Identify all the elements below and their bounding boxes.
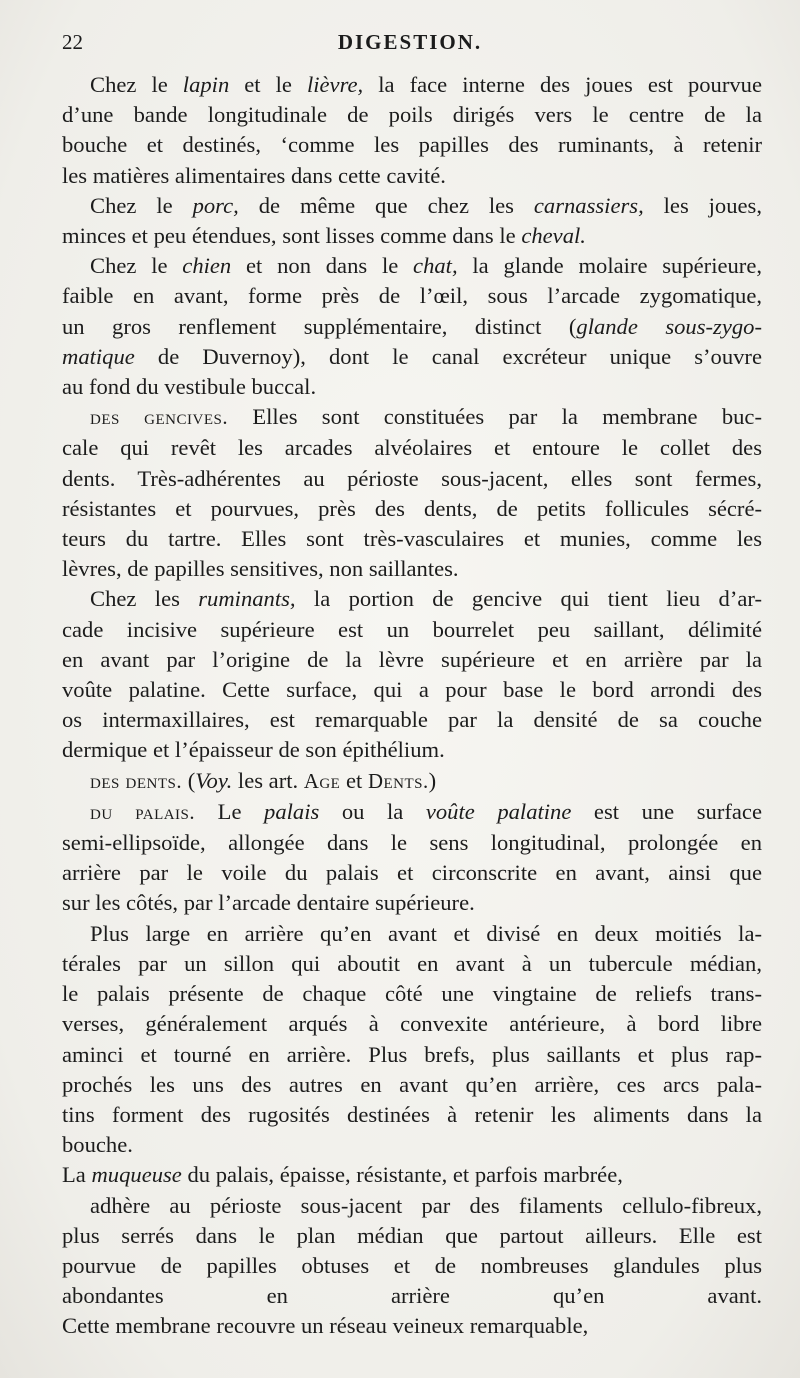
text-segment: la face interne des joues est pourvue: [363, 72, 762, 97]
running-head: DIGESTION.: [337, 30, 483, 54]
text-segment: tins forment des rugosités destinées à retenir les aliments dans la: [62, 1101, 762, 1127]
text-line: [62, 130, 762, 160]
text-line: [62, 1311, 762, 1341]
text-line: [62, 251, 762, 281]
text-segment: plus serrés dans le plan médian que partout ailleurs. Elle est: [62, 1222, 762, 1248]
text-segment: cale qui revêt les arcades alvéolaires et entoure le collet des: [62, 435, 762, 461]
text-segment: lèvres, de papilles sensitives, non saillantes.: [62, 556, 459, 582]
italic-term: chien: [182, 253, 232, 279]
text-segment: prochés les uns des autres en avant qu’en arrière, ces arcs pala-: [62, 1071, 762, 1097]
text-line: [62, 524, 762, 554]
text-line: [62, 70, 762, 100]
text-line: [62, 1160, 762, 1190]
text-segment: et non dans le: [231, 253, 414, 279]
text-line: [62, 797, 762, 828]
text-segment: la glande molaire supérieure,: [457, 253, 762, 279]
text-segment: les art.: [232, 767, 304, 793]
text-segment: le palais présente de chaque côté une vingtaine de reliefs trans-: [62, 981, 762, 1007]
text-line: [62, 342, 762, 372]
text-line: [62, 1130, 762, 1160]
text-segment: cade incisive supérieure est un bourrelet peu saillant, délimité: [62, 616, 762, 642]
text-segment: Le: [195, 798, 265, 824]
text-segment: teurs du tartre. Elles sont très-vasculaires et munies, comme les: [62, 526, 762, 552]
italic-term: voûte palatine: [425, 798, 572, 824]
text-line: [62, 554, 762, 584]
text-segment: et: [340, 767, 368, 793]
text-line: [62, 1281, 762, 1311]
text-segment: Chez le: [90, 72, 183, 97]
text-line: [62, 615, 762, 645]
text-line: [62, 979, 762, 1009]
text-line: [62, 1100, 762, 1130]
text-segment: les matières alimentaires dans cette cavité.: [62, 162, 446, 188]
text-segment: la portion de gencive qui tient lieu d’ar-: [295, 586, 762, 612]
text-segment: les joues,: [643, 192, 762, 218]
italic-term: carnassiers,: [533, 192, 644, 218]
text-line: [62, 675, 762, 705]
italic-term: palais: [264, 798, 320, 824]
text-segment: térales par un sillon qui aboutit en avant à un tubercule médian,: [62, 950, 762, 976]
text-segment: adhère au périoste sous-jacent par des filaments cellulo-fibreux,: [90, 1192, 762, 1218]
italic-term: Voy.: [195, 767, 233, 793]
text-line: [62, 464, 762, 494]
text-line: [62, 312, 762, 342]
text-line: [62, 828, 762, 858]
text-line: [62, 1040, 762, 1070]
italic-term: chat,: [413, 253, 458, 279]
italic-term: cheval.: [521, 223, 586, 249]
text-segment: voûte palatine. Cette surface, qui a pour base le bord arrondi des: [62, 677, 762, 703]
text-segment: du palais, épaisse, résistante, et parfois marbrée,: [181, 1162, 623, 1188]
text-line: [62, 221, 762, 251]
text-segment: est une surface: [571, 798, 762, 824]
text-line: [62, 766, 762, 797]
text-line: [62, 1070, 762, 1100]
text-line: [62, 1251, 762, 1281]
text-segment: bouche.: [62, 1132, 133, 1158]
text-line: [62, 584, 762, 614]
text-line: [62, 645, 762, 675]
text-segment: faible en avant, forme près de l’œil, sous l’arcade zygomatique,: [62, 283, 762, 309]
text-segment: de même que chez les: [238, 192, 534, 218]
text-segment: semi-ellipsoïde, allongée dans le sens longitudinal, prolongée en: [62, 830, 762, 856]
text-segment: verses, généralement arqués à convexite antérieure, à bord libre: [62, 1011, 762, 1037]
text-segment: au fond du vestibule buccal.: [62, 374, 317, 400]
text-segment: minces et peu étendues, sont lisses comme dans le: [62, 223, 522, 249]
page-header: [62, 30, 758, 56]
text-line: [62, 191, 762, 221]
text-line: [62, 433, 762, 463]
text-segment: résistantes et pourvues, près des dents, de petits follicules sécré-: [62, 495, 762, 521]
text-segment: bouche et destinés, ‘comme les papilles des ruminants, à retenir: [62, 132, 762, 158]
text-segment: Chez les: [90, 586, 199, 612]
text-line: [62, 858, 762, 888]
section-heading: du palais.: [90, 800, 196, 824]
text-segment: et le: [229, 72, 307, 97]
italic-term: lièvre,: [306, 72, 364, 97]
text-segment: de Duvernoy), dont le canal excréteur unique s’ouvre: [134, 343, 762, 369]
text-segment: (: [182, 767, 196, 793]
text-line: [62, 735, 762, 765]
text-line: [62, 372, 762, 402]
text-line: [62, 1221, 762, 1251]
text-segment: arrière par le voile du palais et circonscrite en avant, ainsi que: [62, 860, 762, 886]
italic-term: porc,: [192, 192, 239, 218]
italic-term: lapin: [182, 72, 230, 97]
text-segment: Cette membrane recouvre un réseau veineux remarquable,: [62, 1313, 589, 1339]
text-line: [62, 281, 762, 311]
text-segment: en avant par l’origine de la lèvre supérieure et en arrière par la: [62, 646, 762, 672]
text-segment: pourvue de papilles obtuses et de nombreuses glandules plus: [62, 1252, 762, 1278]
section-heading: des gencives.: [90, 406, 229, 430]
text-segment: La: [62, 1162, 92, 1188]
text-segment: Chez le: [90, 253, 183, 279]
text-segment: aminci et tourné en arrière. Plus brefs, plus saillants et plus rap-: [62, 1041, 762, 1067]
text-segment: sur les côtés, par l’arcade dentaire supérieure.: [62, 890, 475, 916]
body-text: [62, 70, 762, 1342]
text-line: [62, 494, 762, 524]
section-heading: Age: [303, 769, 341, 793]
text-line: [62, 705, 762, 735]
italic-term: matique: [62, 343, 135, 369]
section-heading: des dents.: [90, 769, 183, 793]
text-segment: dents. Très-adhérentes au périoste sous-jacent, elles sont fermes,: [62, 465, 762, 491]
page-number: 22: [62, 30, 83, 54]
text-line: [62, 161, 762, 191]
text-segment: Elles sont constituées par la membrane buc-: [228, 404, 762, 430]
text-line: [62, 1191, 762, 1221]
text-segment: ): [428, 767, 437, 793]
text-line: [62, 402, 762, 433]
text-line: [62, 888, 762, 918]
text-segment: d’une bande longitudinale de poils dirigés vers le centre de la: [62, 102, 762, 128]
italic-term: glande sous-zygo-: [576, 313, 762, 339]
text-segment: abondantes en arrière qu’en avant.: [62, 1283, 762, 1309]
text-segment: Plus large en arrière qu’en avant et divisé en deux moitiés la-: [90, 920, 762, 946]
text-line: [62, 949, 762, 979]
section-heading: Dents.: [367, 769, 429, 793]
text-line: [62, 919, 762, 949]
text-line: [62, 100, 762, 130]
text-segment: ou la: [319, 798, 426, 824]
italic-term: ruminants,: [198, 586, 296, 612]
text-segment: un gros renflement supplémentaire, distinct (: [62, 313, 577, 339]
text-segment: os intermaxillaires, est remarquable par la densité de sa couche: [62, 707, 762, 733]
text-segment: dermique et l’épaisseur de son épithélium.: [62, 737, 445, 763]
text-segment: Chez le: [90, 192, 193, 218]
italic-term: muqueuse: [91, 1162, 182, 1188]
text-line: [62, 1009, 762, 1039]
